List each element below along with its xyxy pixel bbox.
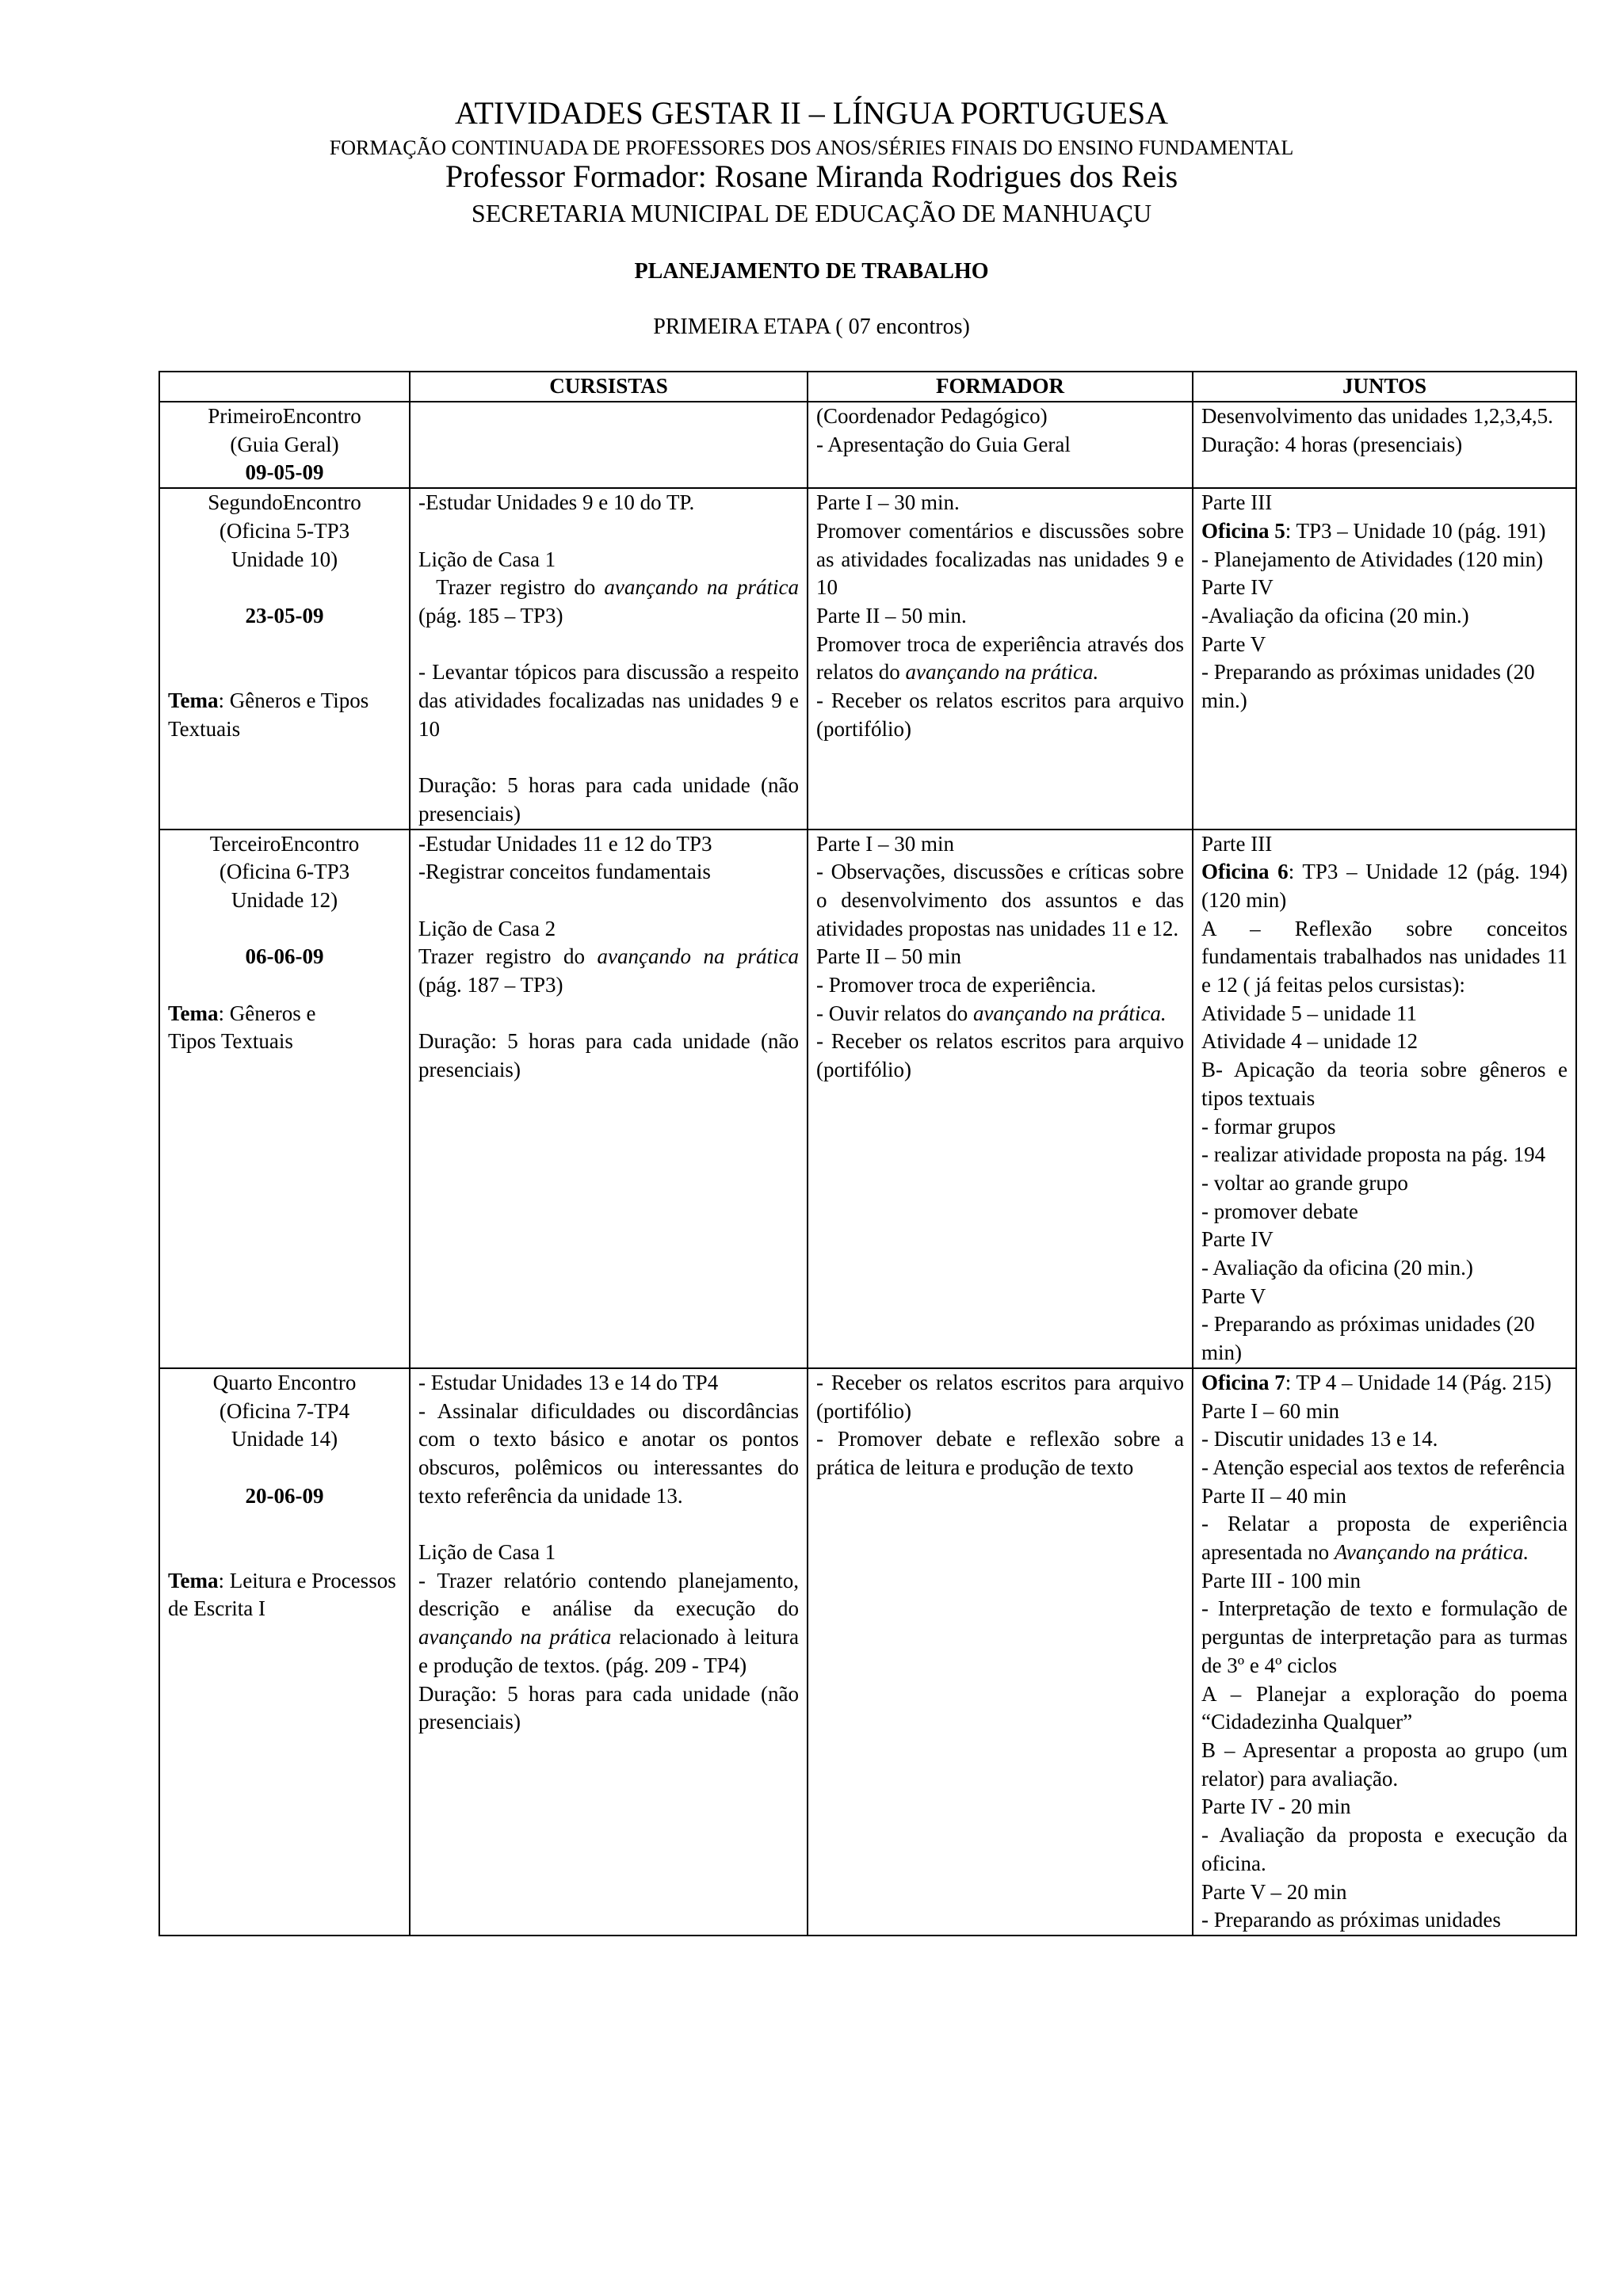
juntos-text: B – Apresentar a proposta ao grupo (um relator) para avaliação. [1201, 1738, 1568, 1791]
cursistas-text: - Levantar tópicos para discussão a respeito das atividades focalizadas nas unidades 9 e 10 [418, 660, 799, 741]
encontro-cell [159, 1368, 410, 1936]
formador-text: Promover troca de experiência através dos relatos do avançando na prática. [816, 631, 1184, 685]
juntos-text: Parte V [1201, 631, 1266, 656]
cursistas-text: Lição de Casa 2 [418, 916, 556, 940]
cursistas-text: Trazer registro do avançando na prática (pág. 185 – TP3) [418, 575, 804, 627]
encontro-cell [159, 830, 410, 1368]
juntos-text: Desenvolvimento das unidades 1,2,3,4,5. [1201, 404, 1553, 428]
encontro-detail: (Oficina 7-TP4 [219, 1398, 350, 1423]
formador-text: - Promover troca de experiência. [816, 973, 1097, 997]
juntos-text: - Preparando as próximas unidades [1201, 1908, 1501, 1932]
table-header-row [159, 372, 1576, 402]
formador-cell [808, 402, 1193, 488]
encontro-cell [159, 488, 410, 829]
document-title: ATIVIDADES GESTAR II – LÍNGUA PORTUGUESA [455, 95, 1168, 131]
formador-text: Parte II – 50 min. [816, 603, 967, 627]
formador-text: Parte I – 30 min. [816, 490, 960, 515]
juntos-text: - Preparando as próximas unidades (20 min) [1201, 1312, 1535, 1365]
juntos-text: Oficina 7: TP 4 – Unidade 14 (Pág. 215) [1201, 1370, 1552, 1394]
juntos-text: - Preparando as próximas unidades (20 min.) [1201, 660, 1535, 713]
cursistas-text: - Assinalar dificuldades ou discordâncias com o texto básico e anotar os pontos obscuros, polêmicos ou interessantes do texto referência da unidade 13. [418, 1398, 799, 1508]
encontro-date: 20-06-09 [245, 1483, 324, 1508]
formador-text: - Receber os relatos escritos para arquivo (portifólio) [816, 688, 1184, 741]
encontro-detail: Unidade 12) [231, 887, 338, 912]
cursistas-cell [410, 402, 808, 488]
juntos-text: - voltar ao grande grupo [1201, 1170, 1408, 1195]
cursistas-text: Trazer registro do avançando na prática (pág. 187 – TP3) [418, 944, 799, 997]
juntos-text: - Avaliação da oficina (20 min.) [1201, 1256, 1473, 1280]
encontro-detail: (Oficina 6-TP3 [219, 860, 350, 884]
formador-text: - Receber os relatos escritos para arquivo (portifólio) [816, 1370, 1184, 1423]
juntos-text: Parte IV [1201, 1227, 1274, 1252]
column-header-juntos: JUNTOS [1193, 372, 1576, 402]
cursistas-text: Lição de Casa 1 [418, 1540, 556, 1565]
juntos-text: A – Reflexão sobre conceitos fundamentais trabalhados nas unidades 11 e 12 ( já feitas pelos cursistas): [1201, 916, 1568, 997]
cursistas-text: -Estudar Unidades 11 e 12 do TP3 [418, 831, 712, 856]
formador-cell [808, 488, 1193, 829]
cursistas-text: - Estudar Unidades 13 e 14 do TP4 [418, 1370, 719, 1394]
encontro-name: TerceiroEncontro [209, 831, 360, 856]
encontro-name: SegundoEncontro [208, 490, 361, 515]
juntos-cell [1193, 1368, 1576, 1936]
formador-text: - Ouvir relatos do avançando na prática. [816, 1001, 1167, 1025]
juntos-text: Atividade 4 – unidade 12 [1201, 1029, 1418, 1054]
encontro-cell [159, 402, 410, 488]
formador-text: - Apresentação do Guia Geral [816, 432, 1071, 456]
encontro-detail: (Guia Geral) [230, 432, 339, 456]
juntos-text: Oficina 6: TP3 – Unidade 12 (pág. 194) (120 min) [1201, 860, 1568, 912]
encontro-tema: Tema: Leitura e Processos de Escrita I [168, 1568, 396, 1621]
formador-text: - Receber os relatos escritos para arquivo (portifólio) [816, 1029, 1184, 1082]
juntos-text: A – Planejar a exploração do poema “Cidadezinha Qualquer” [1201, 1681, 1568, 1734]
table-row [159, 488, 1576, 829]
cursistas-text: -Estudar Unidades 9 e 10 do TP. [418, 490, 695, 515]
juntos-cell [1193, 488, 1576, 829]
encontro-name: PrimeiroEncontro [208, 404, 361, 428]
formador-cell [808, 1368, 1193, 1936]
juntos-text: Duração: 4 horas (presenciais) [1201, 432, 1463, 456]
juntos-text: - Interpretação de texto e formulação de perguntas de interpretação para as turmas de 3º e 4º ciclos [1201, 1596, 1568, 1677]
encontro-date: 06-06-09 [245, 944, 324, 969]
cursistas-cell [410, 830, 808, 1368]
juntos-text: - Relatar a proposta de experiência apresentada no Avançando na prática. [1201, 1512, 1568, 1565]
juntos-text: - promover debate [1201, 1199, 1358, 1223]
encontro-detail: (Oficina 5-TP3 [219, 518, 350, 543]
juntos-text: - realizar atividade proposta na pág. 194 [1201, 1142, 1546, 1167]
column-header-formador: FORMADOR [808, 372, 1193, 402]
cursistas-cell [410, 1368, 808, 1936]
juntos-cell [1193, 830, 1576, 1368]
etapa-heading: PRIMEIRA ETAPA ( 07 encontros) [653, 315, 970, 339]
juntos-text: - formar grupos [1201, 1114, 1336, 1138]
juntos-text: Atividade 5 – unidade 11 [1201, 1001, 1417, 1025]
formador-text: - Observações, discussões e críticas sobre o desenvolvimento dos assuntos e das atividades propostas nas unidades 11 e 12. [816, 860, 1184, 940]
juntos-text: - Avaliação da proposta e execução da oficina. [1201, 1823, 1568, 1875]
formador-text: Parte II – 50 min [816, 944, 961, 969]
encontro-tema: Tema: Gêneros e Tipos Textuais [168, 688, 369, 741]
encontro-tema: Tema: Gêneros e Tipos Textuais [168, 1001, 316, 1054]
cursistas-text: Duração: 5 horas para cada unidade (não presenciais) [418, 1029, 799, 1082]
secretaria-line: SECRETARIA MUNICIPAL DE EDUCAÇÃO DE MANHUAÇU [471, 199, 1152, 227]
juntos-text: - Planejamento de Atividades (120 min) [1201, 547, 1544, 571]
juntos-text: Oficina 5: TP3 – Unidade 10 (pág. 191) [1201, 518, 1546, 543]
formador-text: Parte I – 30 min [816, 831, 954, 856]
planejamento-heading: PLANEJAMENTO DE TRABALHO [634, 259, 989, 284]
juntos-text: Parte IV - 20 min [1201, 1794, 1351, 1819]
planning-table [158, 371, 1577, 1936]
juntos-text: -Avaliação da oficina (20 min.) [1201, 603, 1469, 627]
juntos-text: Parte V [1201, 1283, 1266, 1308]
juntos-text: - Discutir unidades 13 e 14. [1201, 1427, 1438, 1451]
juntos-text: Parte IV [1201, 575, 1274, 600]
document-subtitle: FORMAÇÃO CONTINUADA DE PROFESSORES DOS ANOS/SÉRIES FINAIS DO ENSINO FUNDAMENTAL [329, 136, 1294, 159]
juntos-text: Parte II – 40 min [1201, 1483, 1346, 1508]
cursistas-text: -Registrar conceitos fundamentais [418, 860, 711, 884]
encontro-date: 23-05-09 [245, 603, 324, 627]
table-row [159, 402, 1576, 488]
column-header-encontro [159, 372, 410, 402]
table-row [159, 830, 1576, 1368]
juntos-text: Parte I – 60 min [1201, 1398, 1339, 1423]
cursistas-text: - Trazer relatório contendo planejamento, descrição e análise da execução do avançando na prática relacionado à leitura e produção de textos. (pág. 209 - TP4) [418, 1568, 799, 1677]
cursistas-text: Lição de Casa 1 [418, 547, 556, 571]
juntos-text: B- Apicação da teoria sobre gêneros e tipos textuais [1201, 1058, 1568, 1110]
juntos-text: Parte III [1201, 490, 1273, 515]
encontro-detail: Unidade 10) [231, 547, 338, 571]
cursistas-text: Duração: 5 horas para cada unidade (não presenciais) [418, 773, 799, 826]
professor-line: Professor Formador: Rosane Miranda Rodrigues dos Reis [445, 158, 1178, 194]
cursistas-cell [410, 488, 808, 829]
formador-cell [808, 830, 1193, 1368]
juntos-text: Parte III - 100 min [1201, 1568, 1361, 1592]
column-header-cursistas: CURSISTAS [410, 372, 808, 402]
encontro-date: 09-05-09 [245, 460, 324, 485]
formador-text: Promover comentários e discussões sobre as atividades focalizadas nas unidades 9 e 10 [816, 518, 1184, 600]
table-row [159, 1368, 1576, 1936]
formador-text: - Promover debate e reflexão sobre a prática de leitura e produção de texto [816, 1427, 1184, 1479]
juntos-text: Parte V – 20 min [1201, 1879, 1347, 1904]
encontro-name: Quarto Encontro [212, 1370, 357, 1394]
juntos-text: - Atenção especial aos textos de referência [1201, 1455, 1565, 1479]
encontro-detail: Unidade 14) [231, 1427, 338, 1451]
cursistas-text: Duração: 5 horas para cada unidade (não presenciais) [418, 1681, 799, 1734]
juntos-cell [1193, 402, 1576, 488]
juntos-text: Parte III [1201, 831, 1273, 856]
formador-text: (Coordenador Pedagógico) [816, 404, 1048, 428]
